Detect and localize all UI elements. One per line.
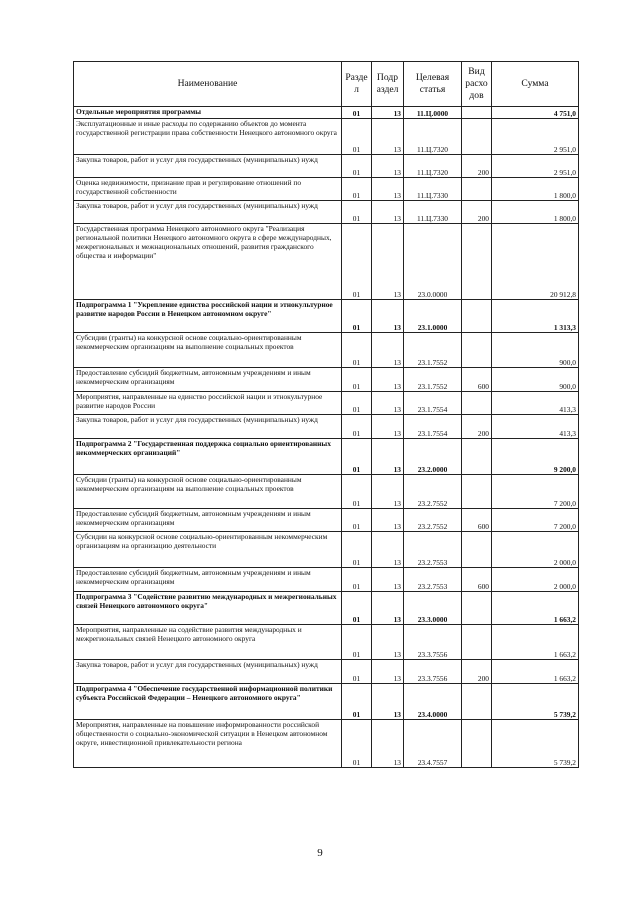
- row-target-article: 23.2.7553: [404, 568, 462, 592]
- row-subsection: 13: [372, 368, 404, 392]
- row-name: Подпрограмма 3 "Содействие развитию международных и межрегиональных связей Ненецкого автономного округа": [74, 592, 342, 625]
- row-target-article: 23.2.7552: [404, 509, 462, 532]
- table-row: [74, 333, 579, 368]
- row-sum: 1 313,3: [492, 300, 579, 333]
- row-name: Государственная программа Ненецкого автономного округа "Реализация региональной политики Ненецкого автономного округа в сфере международных, межрегиональных и межнациональных отношений, развития гражданского общества и информации": [74, 224, 342, 300]
- row-name: Мероприятия, направленные на повышение информированности российской общественности о социально-экономической ситуации в Ненецком автономном округе, инвестиционной привлекательности региона: [74, 720, 342, 768]
- row-expense-type: [462, 439, 492, 475]
- table-row: [74, 660, 579, 684]
- table-row: [74, 224, 579, 300]
- table-row: [74, 415, 579, 439]
- row-subsection: 13: [372, 439, 404, 475]
- row-section: 01: [342, 155, 372, 178]
- row-expense-type: [462, 107, 492, 119]
- row-expense-type: [462, 475, 492, 509]
- row-expense-type: [462, 392, 492, 415]
- row-subsection: 13: [372, 107, 404, 119]
- header-sum: Сумма: [492, 62, 579, 107]
- row-sum: 2 951,0: [492, 155, 579, 178]
- row-name: Закупка товаров, работ и услуг для государственных (муниципальных) нужд: [74, 201, 342, 224]
- row-subsection: 13: [372, 509, 404, 532]
- row-section: 01: [342, 392, 372, 415]
- header-name: Наименование: [74, 62, 342, 107]
- row-expense-type: [462, 333, 492, 368]
- row-name: Предоставление субсидий бюджетным, автономным учреждениям и иным некоммерческим организациям: [74, 368, 342, 392]
- row-section: 01: [342, 300, 372, 333]
- row-expense-type: [462, 178, 492, 201]
- row-subsection: 13: [372, 300, 404, 333]
- row-target-article: 23.4.0000: [404, 684, 462, 720]
- row-sum: 1 663,2: [492, 625, 579, 660]
- row-target-article: 23.1.7552: [404, 333, 462, 368]
- row-subsection: 13: [372, 568, 404, 592]
- row-section: 01: [342, 660, 372, 684]
- row-name: Предоставление субсидий бюджетным, автономным учреждениям и иным некоммерческим организациям: [74, 568, 342, 592]
- row-name: Отдельные мероприятия программы: [74, 107, 342, 119]
- row-sum: 900,0: [492, 368, 579, 392]
- row-subsection: 13: [372, 532, 404, 568]
- row-name: Субсидии (гранты) на конкурсной основе социально-ориентированным некоммерческим организациям на выполнение социальных проектов: [74, 333, 342, 368]
- row-subsection: 13: [372, 201, 404, 224]
- row-sum: 5 739,2: [492, 720, 579, 768]
- row-section: 01: [342, 625, 372, 660]
- row-target-article: 23.2.7552: [404, 475, 462, 509]
- row-subsection: 13: [372, 224, 404, 300]
- budget-table: [73, 61, 579, 768]
- table-header: [74, 62, 579, 107]
- row-subsection: 13: [372, 392, 404, 415]
- row-sum: 7 200,0: [492, 509, 579, 532]
- row-name: Закупка товаров, работ и услуг для государственных (муниципальных) нужд: [74, 155, 342, 178]
- row-target-article: 11.Ц.0000: [404, 107, 462, 119]
- table-row: [74, 475, 579, 509]
- row-name: Предоставление субсидий бюджетным, автономным учреждениям и иным некоммерческим организациям: [74, 509, 342, 532]
- row-subsection: 13: [372, 660, 404, 684]
- row-expense-type: 200: [462, 660, 492, 684]
- table-row: [74, 625, 579, 660]
- row-sum: 900,0: [492, 333, 579, 368]
- row-target-article: 11.Ц.7330: [404, 178, 462, 201]
- row-subsection: 13: [372, 119, 404, 155]
- row-section: 01: [342, 592, 372, 625]
- header-subsection: Подр аздел: [372, 62, 404, 107]
- row-sum: 1 800,0: [492, 201, 579, 224]
- row-section: 01: [342, 107, 372, 119]
- row-section: 01: [342, 439, 372, 475]
- row-name: Закупка товаров, работ и услуг для государственных (муниципальных) нужд: [74, 660, 342, 684]
- header-expense-type: Вид расхо дов: [462, 62, 492, 107]
- row-subsection: 13: [372, 475, 404, 509]
- table-row: [74, 568, 579, 592]
- row-sum: 20 912,8: [492, 224, 579, 300]
- row-sum: 1 663,2: [492, 592, 579, 625]
- table-row: [74, 178, 579, 201]
- row-subsection: 13: [372, 684, 404, 720]
- table-row: [74, 392, 579, 415]
- header-row: [74, 62, 579, 107]
- row-section: 01: [342, 333, 372, 368]
- row-subsection: 13: [372, 592, 404, 625]
- row-expense-type: [462, 720, 492, 768]
- page-number: 9: [317, 847, 323, 859]
- row-expense-type: 600: [462, 509, 492, 532]
- table-row: [74, 300, 579, 333]
- table-row: [74, 509, 579, 532]
- row-target-article: 23.1.7554: [404, 392, 462, 415]
- row-target-article: 23.3.0000: [404, 592, 462, 625]
- row-expense-type: [462, 625, 492, 660]
- table-row: [74, 720, 579, 768]
- table-row: [74, 439, 579, 475]
- row-section: 01: [342, 119, 372, 155]
- row-section: 01: [342, 201, 372, 224]
- row-name: Эксплуатационные и иные расходы по содержанию объектов до момента государственной регистрации права собственности Ненецкого автономного округа: [74, 119, 342, 155]
- row-sum: 4 751,0: [492, 107, 579, 119]
- row-name: Подпрограмма 1 "Укрепление единства российской нации и этнокультурное развитие народов России в Ненецком автономном округе": [74, 300, 342, 333]
- row-section: 01: [342, 475, 372, 509]
- table-row: [74, 684, 579, 720]
- row-expense-type: [462, 592, 492, 625]
- row-sum: 2 000,0: [492, 532, 579, 568]
- row-section: 01: [342, 532, 372, 568]
- row-name: Мероприятия, направленные на содействие развития международных и межрегиональных связей Ненецкого автономного округа: [74, 625, 342, 660]
- row-name: Мероприятия, направленные на единство российской нации и этнокультурное развитие народов России: [74, 392, 342, 415]
- table-row: [74, 368, 579, 392]
- row-target-article: 11.Ц.7320: [404, 119, 462, 155]
- row-section: 01: [342, 720, 372, 768]
- row-expense-type: 600: [462, 568, 492, 592]
- row-name: Оценка недвижимости, признание прав и регулирование отношений по государственной собственности: [74, 178, 342, 201]
- row-expense-type: [462, 224, 492, 300]
- row-name: Закупка товаров, работ и услуг для государственных (муниципальных) нужд: [74, 415, 342, 439]
- row-target-article: 23.4.7557: [404, 720, 462, 768]
- row-target-article: 11.Ц.7330: [404, 201, 462, 224]
- row-sum: 2 951,0: [492, 119, 579, 155]
- row-expense-type: [462, 684, 492, 720]
- row-sum: 5 739,2: [492, 684, 579, 720]
- table-row: [74, 532, 579, 568]
- row-sum: 413,3: [492, 415, 579, 439]
- row-target-article: 23.1.0000: [404, 300, 462, 333]
- row-subsection: 13: [372, 415, 404, 439]
- row-target-article: 23.1.7554: [404, 415, 462, 439]
- header-target-article: Целевая статья: [404, 62, 462, 107]
- row-section: 01: [342, 509, 372, 532]
- row-subsection: 13: [372, 720, 404, 768]
- row-expense-type: 200: [462, 415, 492, 439]
- table-row: [74, 107, 579, 119]
- row-target-article: 23.1.7552: [404, 368, 462, 392]
- row-sum: 413,3: [492, 392, 579, 415]
- row-target-article: 11.Ц.7320: [404, 155, 462, 178]
- row-section: 01: [342, 568, 372, 592]
- row-target-article: 23.3.7556: [404, 660, 462, 684]
- row-subsection: 13: [372, 333, 404, 368]
- row-sum: 9 200,0: [492, 439, 579, 475]
- row-sum: 1 663,2: [492, 660, 579, 684]
- row-section: 01: [342, 415, 372, 439]
- row-sum: 7 200,0: [492, 475, 579, 509]
- row-subsection: 13: [372, 178, 404, 201]
- row-name: Субсидии (гранты) на конкурсной основе социально-ориентированным некоммерческим организациям на выполнение социальных проектов: [74, 475, 342, 509]
- row-target-article: 23.2.7553: [404, 532, 462, 568]
- row-target-article: 23.3.7556: [404, 625, 462, 660]
- table-row: [74, 119, 579, 155]
- row-expense-type: [462, 119, 492, 155]
- row-name: Подпрограмма 2 "Государственная поддержка социально ориентированных некоммерческих организаций": [74, 439, 342, 475]
- table-row: [74, 592, 579, 625]
- row-subsection: 13: [372, 625, 404, 660]
- row-target-article: 23.0.0000: [404, 224, 462, 300]
- row-expense-type: [462, 532, 492, 568]
- row-section: 01: [342, 368, 372, 392]
- row-section: 01: [342, 178, 372, 201]
- row-sum: 2 000,0: [492, 568, 579, 592]
- row-name: Подпрограмма 4 "Обеспечение государственной информационной политики субъекта Российской Федерации – Ненецкого автономного округа": [74, 684, 342, 720]
- row-section: 01: [342, 224, 372, 300]
- table-row: [74, 155, 579, 178]
- row-section: 01: [342, 684, 372, 720]
- row-expense-type: 600: [462, 368, 492, 392]
- row-sum: 1 800,0: [492, 178, 579, 201]
- row-expense-type: [462, 300, 492, 333]
- row-subsection: 13: [372, 155, 404, 178]
- row-expense-type: 200: [462, 155, 492, 178]
- row-name: Субсидии на конкурсной основе социально-ориентированным некоммерческим организациям на организацию деятельности: [74, 532, 342, 568]
- row-expense-type: 200: [462, 201, 492, 224]
- header-section: Разде л: [342, 62, 372, 107]
- row-target-article: 23.2.0000: [404, 439, 462, 475]
- table-row: [74, 201, 579, 224]
- table-body: [74, 107, 579, 768]
